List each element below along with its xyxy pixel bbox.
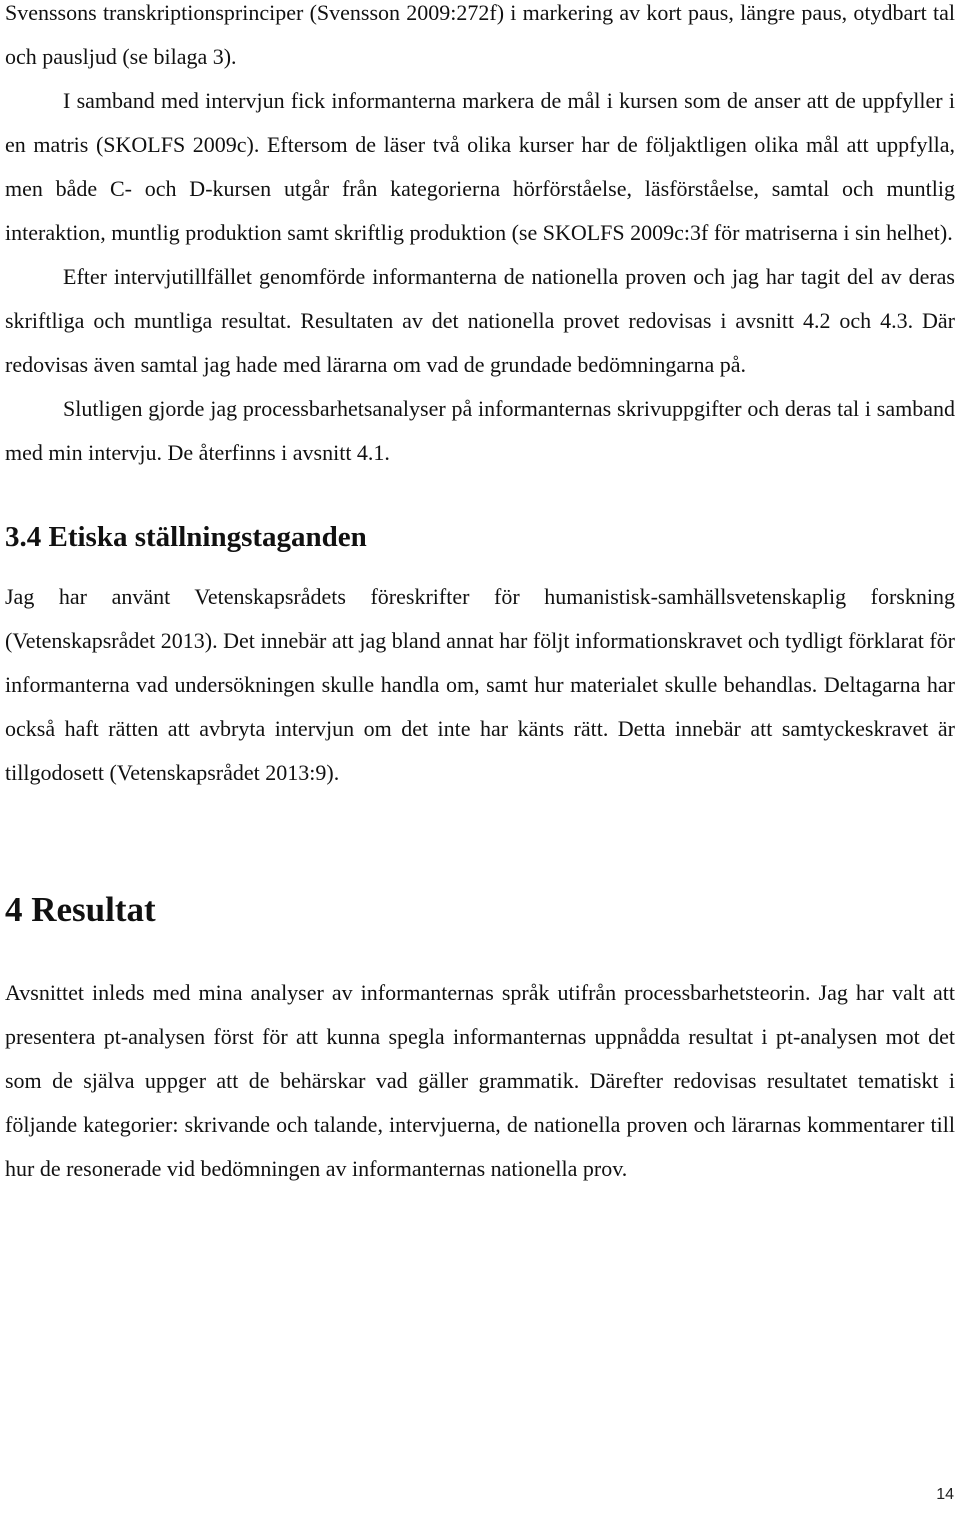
section-heading-ethics: 3.4 Etiska ställningstaganden (5, 521, 367, 553)
spacer (5, 795, 955, 888)
paragraph-processability-analysis: Slutligen gjorde jag processbarhetsanalyser på informanternas skrivuppgifter och deras tal i samband med min intervju. De återfinns i avsnitt 4.1. (5, 396, 955, 465)
document-page (5, 0, 955, 1191)
spacer (5, 932, 955, 971)
chapter-heading-results: 4 Resultat (5, 890, 156, 929)
paragraph-results-intro: Avsnittet inleds med mina analyser av informanternas språk utifrån processbarhetsteorin. Jag har valt att presentera pt-analysen först för att kunna spegla informanternas uppnådda resultat i pt-analysen mot det som de själva uppger att de behärskar vad gäller grammatik. Därefter redovisas resultatet tematiskt i följande kategorier: skrivande och talande, intervjuerna, de nationella proven och lärarnas kommentarer till hur de resonerade vid bedömningen av informanternas nationella prov. (5, 980, 955, 1181)
paragraph-interview-matrix: I samband med intervjun fick informanterna markera de mål i kursen som de anser att de uppfyller i en matris (SKOLFS 2009c). Eftersom de läser två olika kurser har de följaktligen olika mål att uppfylla, men både C- och D-kursen utgår från kategorierna hörförståelse, läsförståelse, samtal och muntlig interaktion, muntlig produktion samt skriftlig produktion (se SKOLFS 2009c:3f för matriserna i sin helhet). (5, 88, 955, 245)
spacer (5, 475, 955, 517)
paragraph-national-tests: Efter intervjutillfället genomförde informanterna de nationella proven och jag har tagit del av deras skriftliga och muntliga resultat. Resultaten av det nationella provet redovisas i avsnitt 4.2 och 4.3. Där redovisas även samtal jag hade med lärarna om vad de grundade bedömningarna på. (5, 264, 955, 377)
spacer (5, 557, 955, 575)
paragraph-ethics: Jag har använt Vetenskapsrådets föreskrifter för humanistisk-samhällsvetenskaplig forskning (Vetenskapsrådet 2013). Det innebär att jag bland annat har följt informationskravet och tydligt förklarat för informanterna vad undersökningen skulle handla om, samt hur materialet skulle behandlas. Deltagarna har också haft rätten att avbryta intervjun om det inte har känts rätt. Detta innebär att samtyckeskravet är tillgodosett (Vetenskapsrådet 2013:9). (5, 584, 955, 785)
page-number: 14 (936, 1486, 954, 1503)
paragraph-transcription-principles: Svenssons transkriptionsprinciper (Svensson 2009:272f) i markering av kort paus, längre paus, otydbart tal och pausljud (se bilaga 3). (5, 0, 955, 69)
